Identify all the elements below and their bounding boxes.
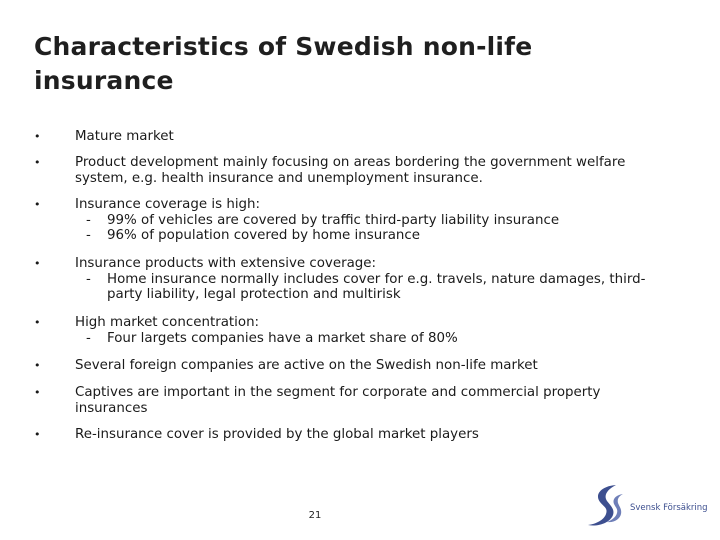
bullet-item [34, 427, 674, 443]
bullet-marker: • [34, 156, 41, 169]
bullet-item [34, 385, 674, 416]
sub-bullet [75, 331, 674, 347]
sub-bullet [75, 228, 674, 244]
bullet-item [34, 358, 674, 374]
bullet-text: Captives are important in the segment for corporate and commercial property insurances [75, 385, 601, 416]
bullet-text: Product development mainly focusing on areas bordering the government welfare system, e.g. health insurance and unemployment insurance. [75, 155, 626, 186]
sub-bullet [75, 272, 674, 303]
sub-bullet-text: 96% of population covered by home insurance [107, 228, 420, 243]
bullet-text: Several foreign companies are active on the Swedish non-life market [75, 358, 538, 373]
sub-bullet-marker: - [86, 271, 91, 287]
company-logo [586, 482, 706, 528]
bullet-item [34, 155, 674, 186]
svensk-forsakring-logo-icon [586, 482, 628, 528]
slide-title: Characteristics of Swedish non-life insurance [34, 32, 533, 95]
bullet-text: Mature market [75, 129, 174, 144]
sub-bullet-marker: - [86, 228, 91, 243]
bullet-text: Insurance coverage is high: [75, 197, 261, 212]
bullet-text: Re-insurance cover is provided by the global market players [75, 427, 479, 442]
bullet-item [34, 256, 674, 303]
bullet-item [34, 315, 674, 346]
sub-bullet-text: 99% of vehicles are covered by traffic third-party liability insurance [107, 212, 560, 228]
bullet-marker: • [34, 359, 41, 372]
bullet-marker: • [34, 316, 41, 329]
page-number: 21 [308, 510, 322, 521]
bullet-marker: • [34, 386, 41, 399]
sub-bullet-marker: - [86, 330, 91, 346]
logo-text: Svensk Försäkring [630, 503, 708, 513]
sub-bullet-text: Home insurance normally includes cover for e.g. travels, nature damages, third-party liability, legal protection and multirisk [107, 271, 646, 302]
bullet-marker: • [34, 130, 41, 143]
bullet-marker: • [34, 257, 41, 270]
sub-bullet-marker: - [86, 212, 91, 228]
sub-bullet-text: Four largets companies have a market share of 80% [107, 330, 458, 346]
bullet-item [34, 197, 674, 244]
sub-bullet [75, 213, 674, 229]
bullet-marker: • [34, 198, 41, 211]
bullet-item [34, 129, 674, 145]
bullet-marker: • [34, 428, 41, 441]
bullet-text: High market concentration: [75, 315, 260, 330]
bullet-text: Insurance products with extensive coverage: [75, 256, 377, 271]
